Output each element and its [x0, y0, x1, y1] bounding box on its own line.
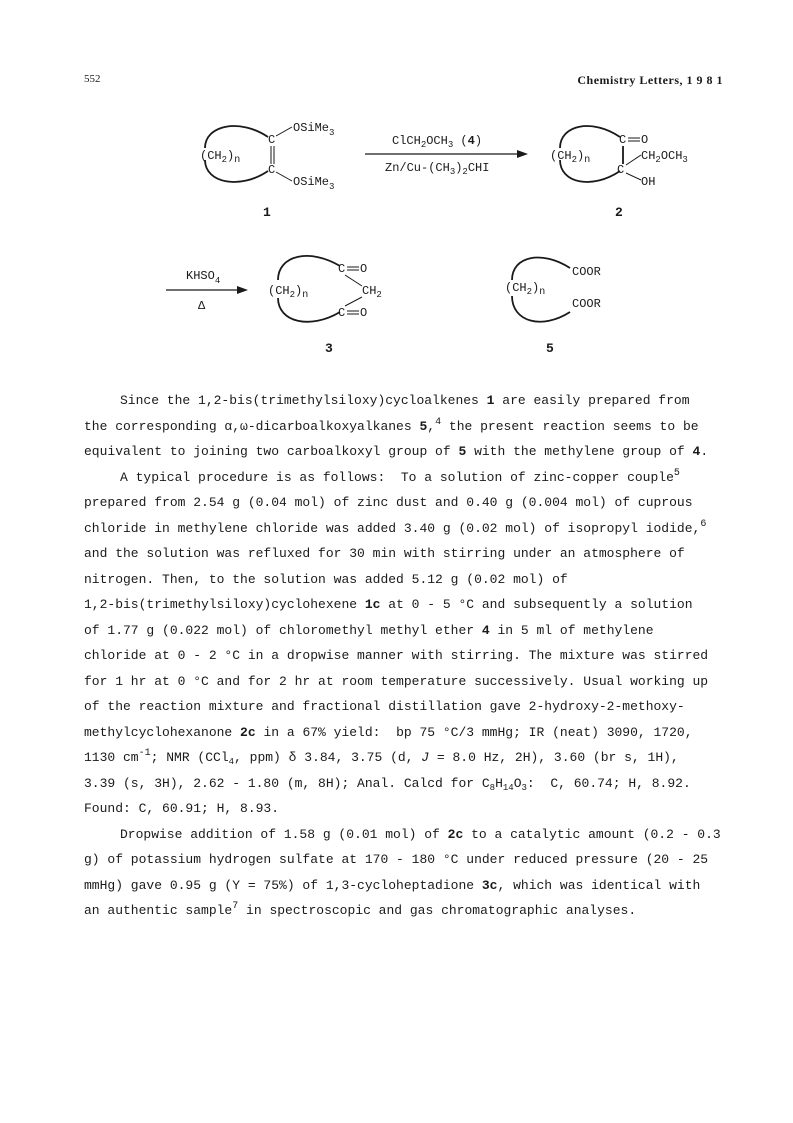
text-line: prepared from 2.54 g (0.04 mol) of zinc dust and 0.40 g (0.004 mol) of cuprous [84, 495, 693, 510]
compound-3-carbonyl-top: C [338, 262, 346, 276]
compound-1-ring: $(CH_2)_n$ [200, 149, 241, 166]
text-line: and the solution was refluxed for 30 min with stirring under an atmosphere of [84, 546, 685, 561]
text-line: for 1 hr at 0 °C and for 2 hr at room temperature successively. Usual working up [84, 673, 709, 689]
text-line: equivalent to joining two carboalkoxyl group of 5 with the methylene group of 4. [84, 444, 709, 459]
compound-2-ring: $(CH_2)_n$ [550, 149, 591, 166]
text-line: g) of potassium hydrogen sulfate at 170 - 180 °C under reduced pressure (20 - 25 [84, 852, 709, 867]
compound-5-structure [505, 258, 601, 356]
compound-1-sub-top: OSiMe$_3$ [293, 121, 335, 138]
paragraph-3 [84, 822, 724, 924]
step2-reagent: $KHSO_4$ [186, 269, 221, 286]
compound-1-atom-top: C [268, 133, 276, 147]
compound-5-label: 5 [546, 341, 554, 356]
text-line: 1,2-bis(trimethylsiloxy)cyclohexene 1c at 0 - 5 °C and subsequently a solution [84, 597, 693, 612]
compound-1-structure [200, 121, 334, 220]
reaction-arrow-1 [365, 134, 528, 177]
text-line: chloride in methylene chloride was added 3.40 g (0.02 mol) of isopropyl iodide,$^6$ [84, 518, 707, 536]
paragraph-2 [84, 465, 724, 822]
reagent-bottom: $Zn/Cu-(CH_3)_2CHI$ [385, 161, 490, 177]
compound-2-label: 2 [615, 205, 623, 220]
step2-heat: Δ [198, 299, 206, 313]
text-line: Since the 1,2-bis(trimethylsiloxy)cycloalkenes 1 are easily prepared from [120, 393, 690, 408]
compound-2-carbonyl: C [619, 133, 627, 147]
text-line: Dropwise addition of 1.58 g (0.01 mol) of 2c to a catalytic amount (0.2 - 0.3 [120, 826, 721, 842]
compound-1-label: 1 [263, 205, 271, 220]
page-number: 552 [84, 73, 101, 85]
compound-2-sub-2: OH [641, 175, 656, 189]
text-line: mmHg) gave 0.95 g (Y = 75%) of 1,3-cycloheptadione 3c, which was identical with [84, 877, 701, 893]
journal-header: Chemistry Letters, 1 9 8 1 [577, 73, 723, 87]
compound-3-label: 3 [325, 341, 333, 356]
body-text [84, 388, 724, 924]
compound-3-carbonyl-bottom: C [338, 306, 346, 320]
text-line: of 1.77 g (0.022 mol) of chloromethyl methyl ether 4 in 5 ml of methylene [84, 622, 654, 638]
compound-5-ester-bottom: COOR [572, 297, 601, 311]
text-line: A typical procedure is as follows: To a solution of zinc-copper couple$^5$ [120, 467, 680, 485]
text-line: 1130 $cm^{-1}$; NMR (CCl$_4$, ppm) δ 3.84, 3.75 (d, J = 8.0 Hz, 2H), 3.60 (br s, 1H), [84, 748, 679, 767]
reagent-top: $ClCH_2OCH_3$ (4) [392, 134, 483, 150]
compound-3-structure [268, 256, 382, 356]
compound-3-oxygen-top: O [360, 262, 368, 276]
compound-3-oxygen-bottom: O [360, 306, 368, 320]
text-line: an authentic sample$^7$ in spectroscopic and gas chromatographic analyses. [84, 901, 637, 918]
compound-5-ring: $(CH_2)_n$ [505, 281, 546, 298]
text-line: the corresponding α,ω-dicarboalkoxyalkanes 5,$^4$ the present reaction seems to be [84, 416, 699, 434]
compound-5-ester-top: COOR [572, 265, 601, 279]
compound-2-oxygen: O [641, 133, 649, 147]
compound-2-structure [550, 126, 688, 220]
text-line: 3.39 (s, 3H), 2.62 - 1.80 (m, 8H); Anal. Calcd for $C_8H_{14}O_3$: C, 60.74; H, 8.92. [84, 775, 691, 793]
text-line: methylcyclohexanone 2c in a 67% yield: bp 75 °C/3 mmHg; IR (neat) 3090, 1720, [84, 724, 693, 740]
text-line: of the reaction mixture and fractional distillation gave 2-hydroxy-2-methoxy- [84, 699, 685, 714]
compound-1-sub-bottom: OSiMe$_3$ [293, 175, 335, 192]
text-line: chloride at 0 - 2 °C in a dropwise manner with stirring. The mixture was stirred [84, 648, 709, 663]
compound-1-atom-bottom: C [268, 163, 276, 177]
compound-3-ring: $(CH_2)_n$ [268, 284, 309, 301]
compound-3-middle: $CH_2$ [362, 284, 382, 300]
reaction-arrow-2 [166, 269, 248, 313]
text-line: nitrogen. Then, to the solution was added 5.12 g (0.02 mol) of [84, 571, 568, 587]
compound-2-atom: C [617, 163, 625, 177]
paragraph-1 [84, 388, 724, 465]
text-line: Found: C, 60.91; H, 8.93. [84, 801, 280, 816]
compound-2-sub-1: $CH_2OCH_3$ [641, 149, 688, 165]
reaction-scheme [0, 0, 793, 380]
